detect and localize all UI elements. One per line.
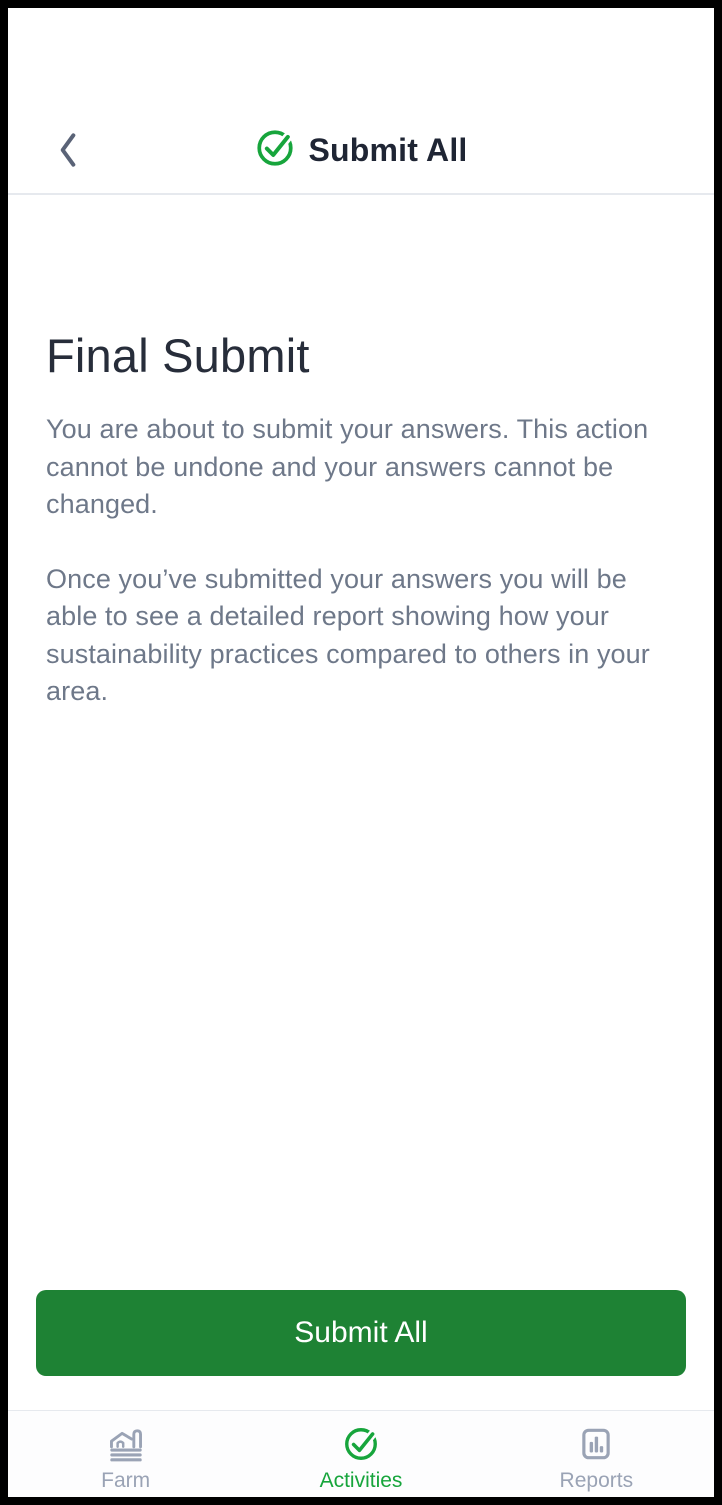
- page-title: Submit All: [308, 131, 468, 168]
- check-circle-icon: [342, 1424, 380, 1464]
- tab-farm[interactable]: [8, 1411, 243, 1497]
- header-row: [8, 121, 714, 179]
- tab-reports[interactable]: [479, 1411, 714, 1497]
- report-info-paragraph: Once you’ve submitted your answers you will be able to see a detailed report showing how your sustainability practices compared to others in your area.: [46, 563, 650, 706]
- farm-icon: [103, 1424, 149, 1464]
- warning-paragraph: You are about to submit your answers. This action cannot be undone and your answers cannot be changed.: [46, 414, 649, 519]
- submit-all-button-label: Submit All: [294, 1316, 428, 1349]
- check-circle-icon: [254, 127, 296, 174]
- tab-farm-label: Farm: [101, 1469, 151, 1492]
- main-content: [8, 195, 714, 1410]
- header: [8, 8, 714, 195]
- tab-reports-label: Reports: [559, 1469, 634, 1492]
- back-button[interactable]: [46, 124, 90, 176]
- tab-activities-label: Activities: [319, 1469, 403, 1492]
- tab-activities[interactable]: [243, 1411, 478, 1497]
- final-submit-heading: Final Submit: [46, 329, 310, 382]
- chevron-left-icon: [56, 130, 80, 170]
- bar-chart-icon: [577, 1424, 615, 1464]
- submit-all-button[interactable]: [36, 1290, 686, 1376]
- header-title-group: [254, 127, 467, 174]
- bottom-tab-bar: [8, 1410, 714, 1497]
- app-screen: [8, 8, 714, 1497]
